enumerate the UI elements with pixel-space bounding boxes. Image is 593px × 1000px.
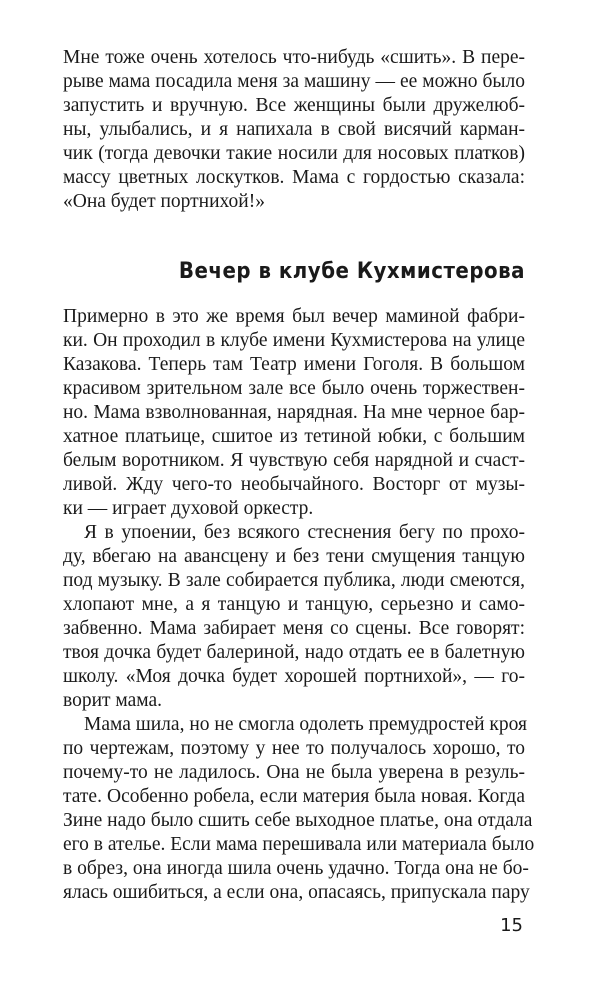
text-line: хатное платьице, сшитое из тетиной юбки, с большим	[63, 426, 525, 447]
text-line: чик (тогда девочки такие носили для носовых платков)	[63, 143, 525, 164]
text-line: забвенно. Мама забирает меня со сцены. Все говорят:	[63, 618, 525, 639]
text-line: почему-то не ладилось. Она не была уверена в резуль-	[63, 762, 525, 783]
text-line: по чертежам, поэтому у нее то получалось хорошо, то	[63, 738, 525, 759]
text-line: Мне тоже очень хотелось что-нибудь «сшить». В пере-	[63, 47, 525, 68]
text-line: Я в упоении, без всякого стеснения бегу по прохо-	[84, 522, 525, 543]
text-line: школу. «Моя дочка будет хорошей портнихой», — го-	[63, 666, 525, 687]
text-line: ялась ошибиться, а если она, опасаясь, припускала пару	[63, 882, 530, 903]
text-line: твоя дочка будет балериной, надо отдать ее в балетную	[63, 642, 525, 663]
text-line: под музыку. В зале собирается публика, люди смеются,	[63, 570, 525, 591]
text-line: в обрез, она иногда шила очень удачно. Тогда она не бо-	[63, 858, 529, 879]
text-line: Мама шила, но не смогла одолеть премудростей кроя	[84, 714, 527, 735]
text-line: красивом зрительном зале все было очень торжествен-	[63, 378, 525, 399]
section-heading: Вечер в клубе Кухмистерова	[178, 259, 525, 284]
text-line: рыве мама посадила меня за машину — ее можно было	[63, 71, 525, 92]
text-line: ки — играет духовой оркестр.	[63, 498, 314, 519]
text-line: Зине надо было сшить себе выходное платье, она отдала	[63, 810, 533, 831]
page-number: 15	[500, 915, 523, 936]
text-line: ливой. Жду чего-то необычайного. Восторг от музы-	[63, 474, 525, 495]
text-line: тате. Особенно робела, если материя была новая. Когда	[63, 786, 525, 807]
text-line: «Она будет портнихой!»	[63, 191, 265, 212]
text-line: его в ателье. Если мама перешивала или материала было	[63, 834, 535, 855]
text-line: хлопают мне, а я танцую и танцую, серьезно и само-	[63, 594, 525, 615]
text-line: ки. Он проходил в клубе имени Кухмистерова на улице	[63, 330, 525, 351]
text-line: Примерно в это же время был вечер маминой фабри-	[63, 306, 525, 327]
text-line: белым воротником. Я чувствую себя нарядной и счаст-	[63, 450, 525, 471]
text-line: запустить и вручную. Все женщины были дружелюб-	[63, 95, 525, 116]
text-line: но. Мама взволнованная, нарядная. На мне черное бар-	[63, 402, 525, 423]
text-line: ворит мама.	[63, 690, 163, 711]
text-line: ду, вбегаю на авансцену и без тени смущения танцую	[63, 546, 525, 567]
text-line: ны, улыбались, и я напихала в свой висячий карман-	[63, 119, 525, 140]
text-line: Казакова. Теперь там Театр имени Гоголя. В большом	[63, 354, 525, 375]
text-line: массу цветных лоскутков. Мама с гордостью сказала:	[63, 167, 525, 188]
